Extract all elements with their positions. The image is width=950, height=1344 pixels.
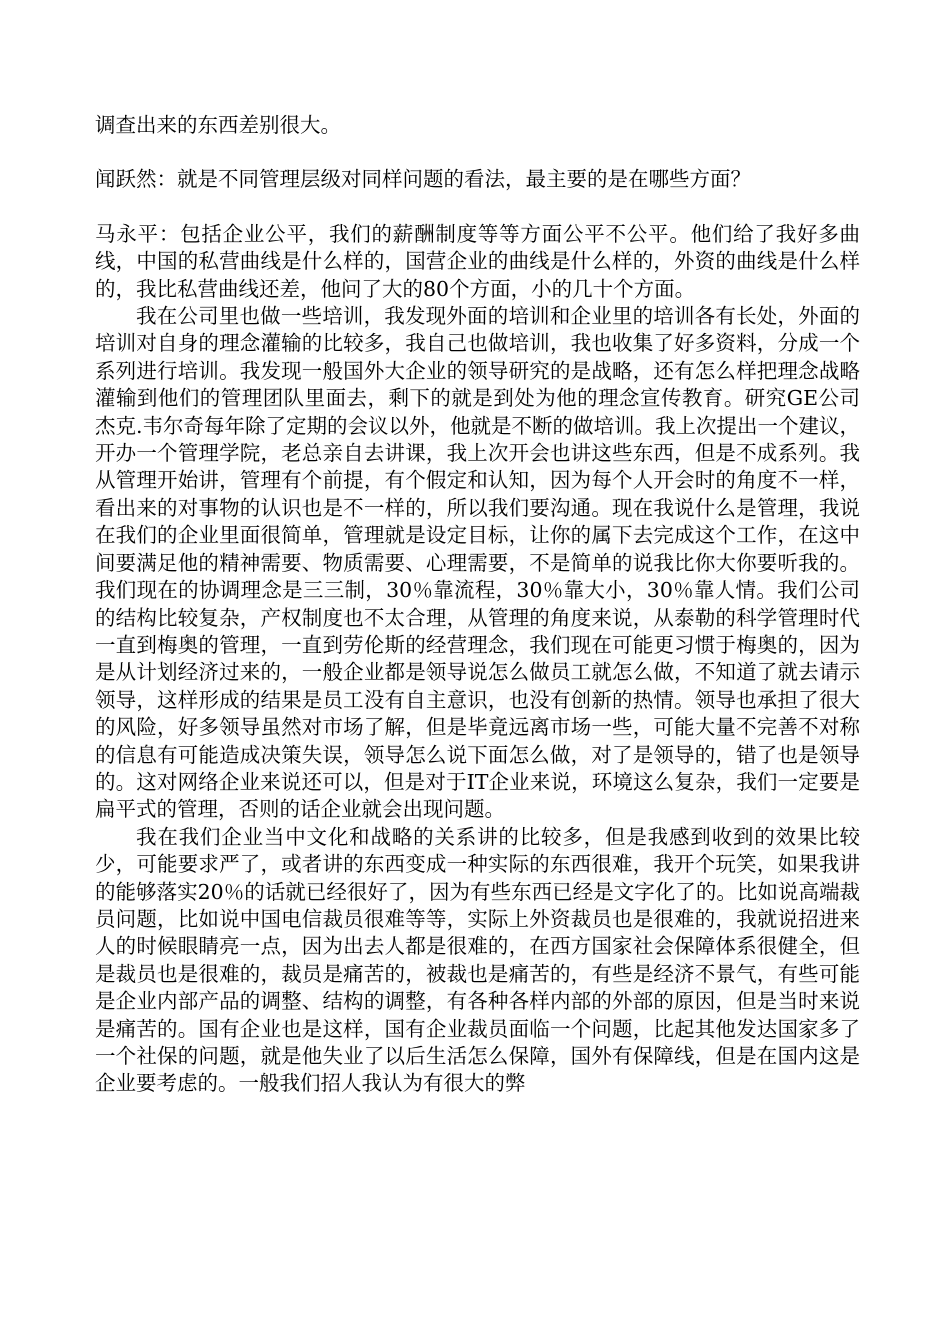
paragraph-answer: 马永平：包括企业公平，我们的薪酬制度等等方面公平不公平。他们给了我好多曲线，中国的私营曲线是什么样的，国营企业的曲线是什么样的，外资的曲线是什么样的，我比私营曲线还差，他问了大的80个方面，小的几十个方面。 [95,221,860,301]
paragraph-intro: 调查出来的东西差别很大。 [95,113,341,137]
paragraph-culture-strategy: 我在我们企业当中文化和战略的关系讲的比较多，但是我感到收到的效果比较少，可能要求严了，或者讲的东西变成一种实际的东西很难，我开个玩笑，如果我讲的能够落实20％的话就已经很好了，因为有些东西已经是文字化了的。比如说高端裁员问题，比如说中国电信裁员很难等等，实际上外资裁员也是很难的，我就说招进来人的时候眼睛亮一点，因为出去人都是很难的，在西方国家社会保障体系很健全，但是裁员也是很难的，裁员是痛苦的，被裁也是痛苦的，有些是经济不景气，有些可能是企业内部产品的调整、结构的调整，有各种各样内部的外部的原因，但是当时来说是痛苦的。国有企业也是这样，国有企业裁员面临一个问题，比起其他发达国家多了一个社保的问题，就是他失业了以后生活怎么保障，国外有保障线，但是在国内这是企业要考虑的。一般我们招人我认为有很大的弊 [95,824,860,1096]
document-page [95,112,860,1098]
paragraph-training: 我在公司里也做一些培训，我发现外面的培训和企业里的培训各有长处，外面的培训对自身的理念灌输的比较多，我自己也做培训，我也收集了好多资料，分成一个系列进行培训。我发现一般国外大企业的领导研究的是战略，还有怎么样把理念战略灌输到他们的管理团队里面去，剩下的就是到处为他的理念宣传教育。研究GE公司杰克.韦尔奇每年除了定期的会议以外，他就是不断的做培训。我上次提出一个建议，开办一个管理学院，老总亲自去讲课，我上次开会也讲这些东西，但是不成系列。我从管理开始讲，管理有个前提，有个假定和认知，因为每个人开会时的角度不一样，看出来的对事物的认识也是不一样的，所以我们要沟通。现在我说什么是管理，我说在我们的企业里面很简单，管理就是设定目标，让你的属下去完成这个工作，在这中间要满足他的精神需要、物质需要、心理需要，不是简单的说我比你大你要听我的。我们现在的协调理念是三三制，30％靠流程，30％靠大小，30％靠人情。我们公司的结构比较复杂，产权制度也不太合理，从管理的角度来说，从泰勒的科学管理时代一直到梅奥的管理，一直到劳伦斯的经营理念，我们现在可能更习惯于梅奥的，因为是从计划经济过来的，一般企业都是领导说怎么做员工就怎么做，不知道了就去请示领导，这样形成的结果是员工没有自主意识，也没有创新的热情。领导也承担了很大的风险，好多领导虽然对市场了解，但是毕竟远离市场一些，可能大量不完善不对称的信息有可能造成决策失误，领导怎么说下面怎么做，对了是领导的，错了也是领导的。这对网络企业来说还可以，但是对于IT企业来说，环境这么复杂，我们一定要是扁平式的管理，否则的话企业就会出现问题。 [95,304,861,822]
paragraph-question: 闻跃然：就是不同管理层级对同样问题的看法，最主要的是在哪些方面？ [95,167,751,192]
